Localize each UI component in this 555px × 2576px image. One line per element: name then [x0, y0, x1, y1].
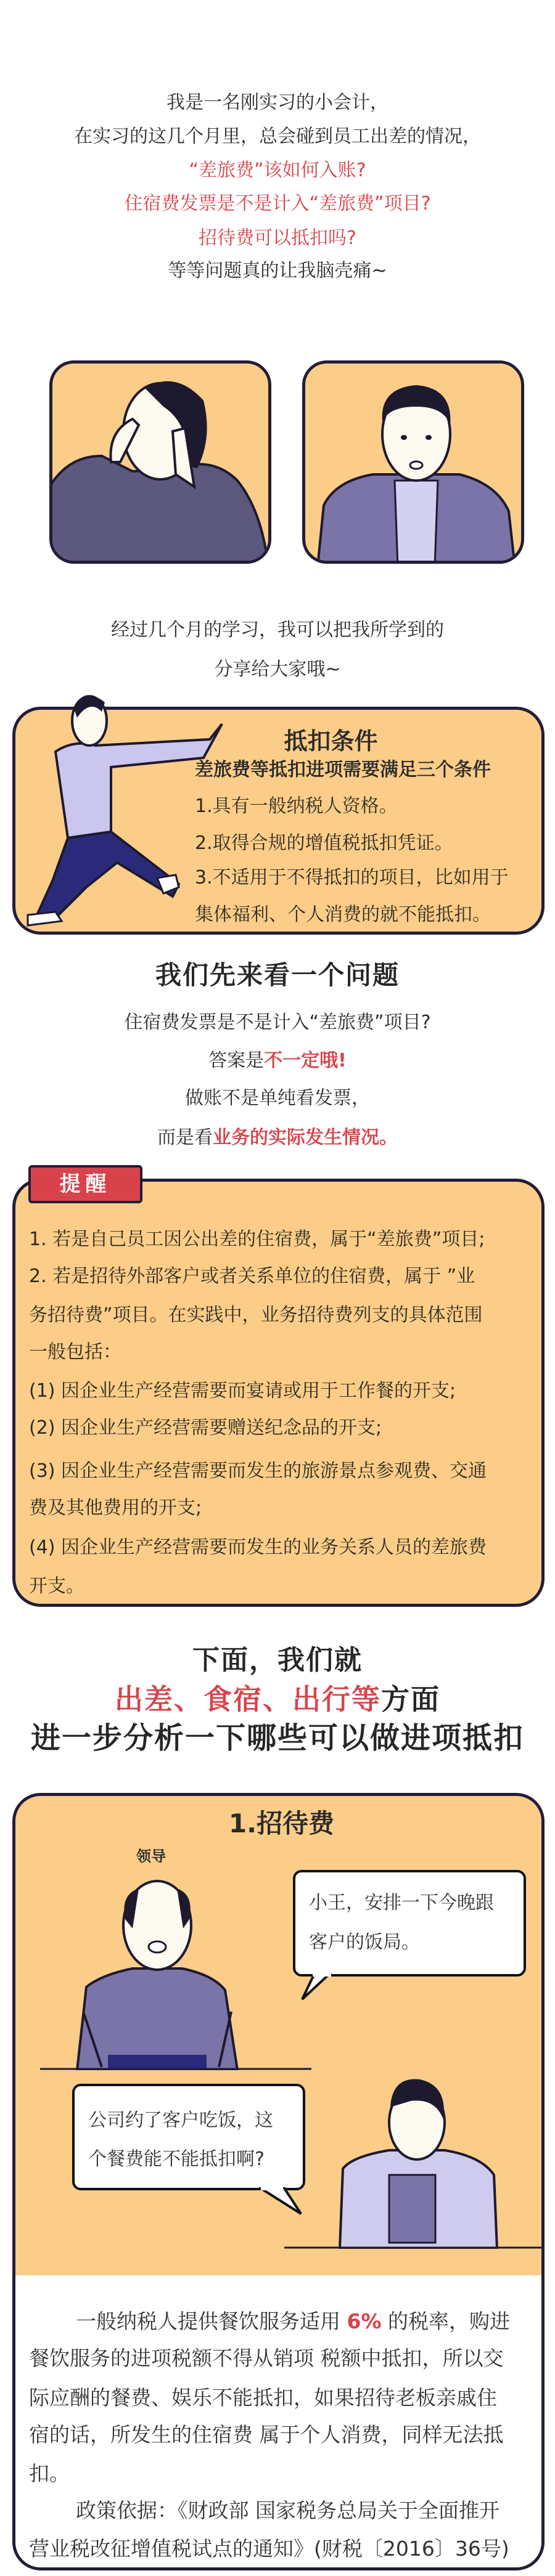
- next-heading-1: 下面，我们就: [192, 1644, 363, 1676]
- reminder-line: 一般包括：: [29, 1341, 121, 1363]
- policy-line: 营业税改征增值税试点的通知》(财税〔2016〕36号): [29, 2537, 509, 2561]
- intro-question: 招待费可以抵扣吗?: [199, 227, 356, 249]
- pointing-man-illustration: [18, 684, 228, 927]
- intro-line: 等等问题真的让我脑壳痛~: [168, 260, 387, 282]
- worried-man-illustration: [305, 364, 524, 564]
- reminder-line: (3) 因企业生产经营需要而发生的旅游景点参观费、交通: [29, 1460, 487, 1482]
- question-text: 住宿费发票是不是计入“差旅费”项目?: [124, 1012, 431, 1033]
- reminder-line: 务招待费”项目。在实践中，业务招待费列支的具体范围: [29, 1304, 483, 1326]
- explanation-line: 际应酬的餐费、娱乐不能抵扣，如果招待老板亲戚住: [29, 2386, 497, 2410]
- share-line: 经过几个月的学习，我可以把我所学到的: [111, 619, 444, 641]
- question-heading: 我们先来看一个问题: [155, 960, 400, 990]
- reminder-panel: [12, 1179, 545, 1607]
- worried-employee-illustration: [284, 2070, 545, 2249]
- next-heading-2: [0, 1684, 555, 1715]
- worried-man-card: [302, 360, 524, 564]
- tax-rate: 6%: [347, 2309, 382, 2333]
- leader-illustration: [40, 1870, 311, 2070]
- explanation-line: 宿的话，所发生的住宿费 属于个人消费，同样无法抵: [29, 2423, 504, 2447]
- explanation-line: 餐饮服务的进项税额不得从销项 税额中抵扣，所以交: [29, 2346, 504, 2370]
- explain-highlight: 业务的实际发生情况。: [213, 1127, 398, 1148]
- intro-line: 在实习的这几个月里，总会碰到员工出差的情况，: [74, 126, 481, 147]
- conditions-subtitle: 差旅费等抵扣进项需要满足三个条件: [195, 759, 491, 781]
- bubble-line: 小王，安排一下今晚跟: [309, 1892, 494, 1914]
- answer-prefix: 答案是: [208, 1050, 265, 1071]
- reminder-line: (2) 因企业生产经营需要赠送纪念品的开支;: [29, 1417, 382, 1439]
- policy-line: 政策依据：《财政部 国家税务总局关于全面推开: [76, 2498, 500, 2522]
- entertainment-title: 1.招待费: [228, 1808, 335, 1839]
- bubble-line: 客户的饭局。: [309, 1932, 420, 1953]
- condition-item: 3.不适用于不得抵扣的项目，比如用于: [195, 867, 509, 888]
- leader-speech-bubble: [293, 1870, 526, 1977]
- next-heading-highlight: 出差、食宿、出行等: [115, 1683, 381, 1716]
- bubble-line: 个餐费能不能抵扣啊?: [88, 2148, 265, 2170]
- reminder-line: 开支。: [29, 1575, 84, 1597]
- condition-item: 1.具有一般纳税人资格。: [195, 795, 398, 817]
- reminder-line: 费及其他费用的开支;: [29, 1497, 202, 1519]
- answer-highlight: 不一定哦!: [264, 1050, 347, 1071]
- explanation-line: 扣。: [29, 2461, 70, 2485]
- reminder-tab: 提醒: [28, 1165, 142, 1203]
- entertainment-panel: [12, 1793, 545, 2570]
- employee-speech-bubble: [72, 2084, 305, 2190]
- conditions-title: 抵扣条件: [284, 728, 378, 755]
- condition-item: 集体福利、个人消费的就不能抵扣。: [195, 904, 491, 925]
- reminder-line: 2. 若是招待外部客户或者关系单位的住宿费，属于 ”业: [29, 1266, 475, 1287]
- intro-question: 住宿费发票是不是计入“差旅费”项目?: [124, 193, 431, 214]
- explain-prefix: 而是看: [157, 1127, 213, 1148]
- bubble-tail: [299, 1973, 342, 2001]
- condition-item: 2.取得合规的增值税抵扣凭证。: [195, 832, 453, 854]
- share-line: 分享给大家哦~: [214, 659, 341, 680]
- reminder-line: (1) 因企业生产经营需要而宴请或用于工作餐的开支;: [29, 1380, 456, 1402]
- explanation-suffix: 的税率，购进: [381, 2309, 511, 2333]
- reminder-line: (4) 因企业生产经营需要而发生的业务关系人员的差旅费: [29, 1537, 487, 1558]
- bubble-line: 公司约了客户吃饭，这: [88, 2110, 273, 2131]
- next-heading-rest: 方面: [381, 1683, 440, 1716]
- intro-line: 我是一名刚实习的小会计，: [166, 92, 388, 113]
- thinking-man-card: [49, 360, 271, 564]
- explanation-prefix: 一般纳税人提供餐饮服务适用: [76, 2309, 347, 2333]
- leader-label: 领导: [136, 1848, 166, 1865]
- explain-line: 做账不是单纯看发票，: [185, 1087, 370, 1109]
- explanation-line: [76, 2309, 510, 2334]
- intro-question: “差旅费”该如何入账?: [189, 160, 366, 181]
- reminder-line: 1. 若是自己员工因公出差的住宿费，属于“差旅费”项目;: [29, 1229, 485, 1250]
- next-heading-3: 进一步分析一下哪些可以做进项抵扣: [30, 1721, 524, 1755]
- thinking-man-illustration: [52, 364, 271, 564]
- explain-line: [0, 1126, 555, 1150]
- answer-line: [0, 1049, 555, 1073]
